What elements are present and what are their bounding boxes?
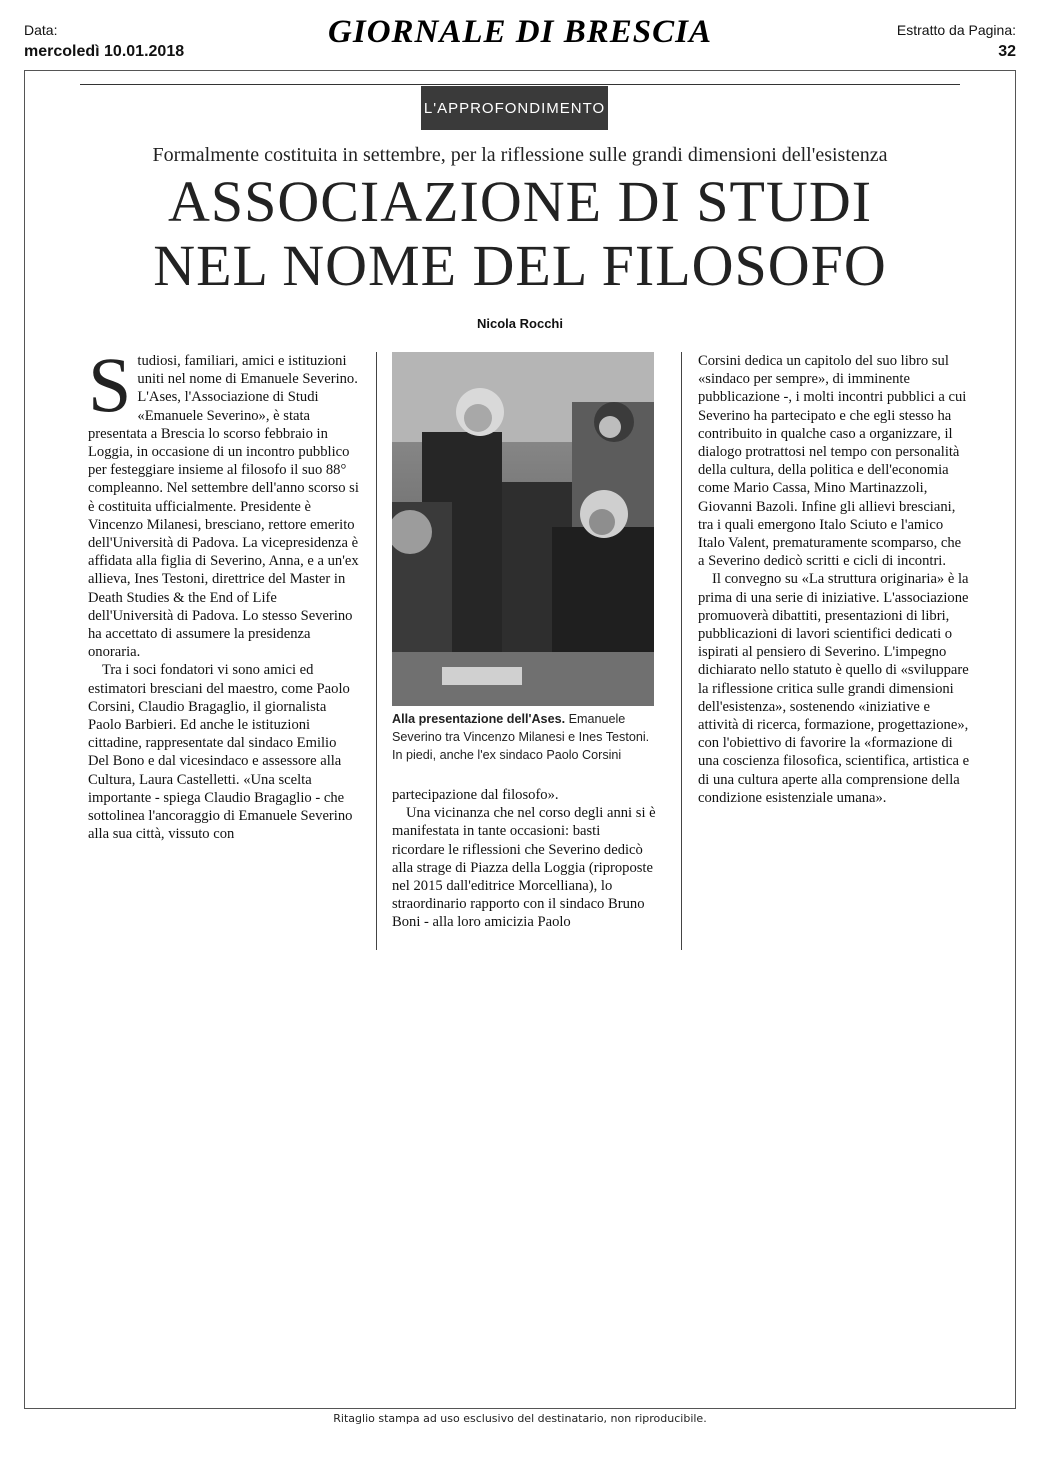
article-headline	[0, 170, 1040, 298]
paragraph	[88, 341, 360, 661]
article-column-1	[88, 341, 360, 843]
paragraph: partecipazione dal filosofo».	[392, 787, 559, 803]
headline-line-2: NEL NOME DEL FILOSOFO	[153, 233, 887, 298]
paragraph: Una vicinanza che nel corso degli anni si è manifestata in tante occasioni: basti ricordare le riflessioni che Severino dedicò alla strage di Piazza della Loggia (riproposte nel 2015 dall'editrice Morcelliana), lo straordinario rapporto con il sindaco Bruno Boni - alla loro amicizia Paolo	[392, 805, 656, 931]
header-page-block	[897, 22, 1016, 61]
paragraph: Tra i soci fondatori vi sono amici ed estimatori bresciani del maestro, come Paolo Corsini, Claudio Bragaglio, il giornalista Paolo Barbieri. Ed anche le istituzioni cittadine, rappresentate dal sindaco Emilio Del Bono e dal vicesindaco e assessore alla Cultura, Laura Castelletti. «Una scelta importante - spiega Claudio Bragaglio - che sottolinea l'ancoraggio di Emanuele Severino alla sua città, vissuto con	[88, 662, 353, 843]
date-label: Data:	[24, 22, 58, 38]
article-byline: Nicola Rocchi	[477, 316, 563, 331]
column-rule-2	[681, 352, 682, 950]
page-label: Estratto da Pagina:	[896, 22, 1016, 38]
column-rule-1	[376, 352, 377, 950]
article-subtitle: Formalmente costituita in settembre, per la riflessione sulle grandi dimensioni dell'esistenza	[152, 144, 888, 166]
date-value: mercoledì 10.01.2018	[24, 43, 185, 60]
paragraph-text: tudiosi, familiari, amici e istituzioni uniti nel nome di Emanuele Severino. L'Ases, l'Associazione di Studi «Emanuele Severino», è stata presentata a Brescia lo scorso febbraio in Loggia, in occasione di un incontro pubblico per festeggiare insieme al filosofo il suo 88° compleanno. Nel settembre dell'anno scorso si è costituita ufficialmente. Presidente è Vincenzo Milanesi, bresciano, rettore emerito dell'Università di Padova. La vicepresidenza è affidata alla figlia di Severino, Anna, e a un'ex allieva, Ines Testoni, direttrice del Master in Death Studies & the End of Life dell'Università di Padova. Lo stesso Severino ha accettato di assumere la presidenza onoraria.	[88, 353, 359, 661]
caption-bold: Alla presentazione dell'Ases.	[392, 712, 566, 726]
photo-caption	[392, 710, 656, 764]
paragraph: Corsini dedica un capitolo del suo libro sul «sindaco per sempre», di imminente pubblicazione -, i molti incontri pubblici a cui Severino ha partecipato e che egli stesso ha contribuito in qualche caso a organizzare, il dialogo protrattosi nel tempo con personalità della cultura, della politica e dell'economia come Mario Cassa, Mino Martinazzoli, Giovanni Bazoli. Infine gli allievi bresciani, tra i quali emergono Italo Sciuto e l'amico Italo Valent, prematuramente scomparso, che a Severino dedicò scritti e cicli di incontri.	[698, 353, 967, 570]
masthead-logo: GIORNALE DI BRESCIA	[328, 14, 712, 50]
article-photo	[392, 352, 654, 706]
page-number: 32	[998, 43, 1016, 60]
paragraph: Il convegno su «La struttura originaria» è la prima di una serie di iniziative. L'associazione promuoverà dibattiti, presentazioni di libri, pubblicazioni di lavori scientifici dedicati o ispirati al pensiero di Severino. L'impegno dichiarato nello statuto è quello di «sviluppare la riflessione critica sulle grandi dimensioni dell'esistenza», sostenendo «iniziative e attività di ricerca, formazione, progettazione», con l'obiettivo di favorire la «formazione di una coscienza filosofica, scientifica, artistica e di una cultura aperte alla comprensione della condizione esistenziale umana».	[698, 571, 970, 806]
top-divider	[80, 84, 960, 85]
headline-line-1: ASSOCIAZIONE DI STUDI	[167, 169, 873, 234]
article-column-3	[698, 352, 970, 807]
caption-text: Emanuele Severino tra Vincenzo Milanesi e Ines Testoni. In piedi, anche l'ex sindaco Paolo Corsini	[392, 712, 650, 762]
footer-note: Ritaglio stampa ad uso esclusivo del destinatario, non riproducibile.	[333, 1412, 707, 1425]
drop-cap: S	[88, 341, 132, 428]
article-column-2	[392, 352, 656, 932]
section-kicker: L'APPROFONDIMENTO	[421, 86, 608, 130]
